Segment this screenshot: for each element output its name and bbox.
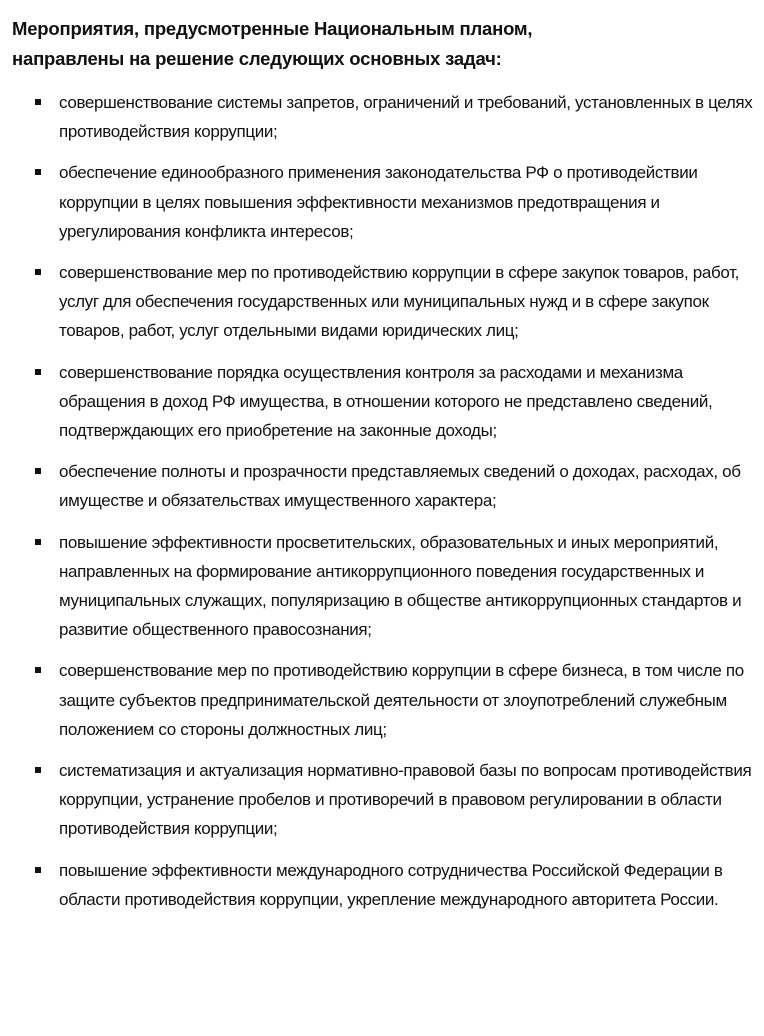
square-bullet-icon (35, 468, 41, 474)
list-item (0, 158, 764, 246)
square-bullet-icon (35, 269, 41, 275)
heading-line-1: Мероприятия, предусмотренные Национальным планом, (12, 18, 533, 39)
list-item-text: повышение эффективности просветительских, образовательных и иных мероприятий, направленных на формирование антикоррупционного поведения государственных и муниципальных служащих, популяризацию в обществе антикоррупционных стандартов и развитие общественного правосознания; (59, 532, 742, 640)
list-item (0, 656, 764, 744)
square-bullet-icon (35, 99, 41, 105)
list-item-text: совершенствование мер по противодействию коррупции в сфере бизнеса, в том числе по защите субъектов предпринимательской деятельности от злоупотреблений служебным положением со стороны должностных лиц; (59, 661, 744, 739)
list-item-text: повышение эффективности международного сотрудничества Российской Федерации в области противодействия коррупции, укрепление международного авторитета России. (59, 860, 723, 909)
list-item (0, 856, 764, 914)
list-item-text: обеспечение полноты и прозрачности представляемых сведений о доходах, расходах, об имуществе и обязательствах имущественного характера; (59, 462, 741, 511)
list-item (0, 88, 764, 146)
list-item (0, 358, 764, 446)
list-item-text: систематизация и актуализация нормативно-правовой базы по вопросам противодействия коррупции, устранение пробелов и противоречий в правовом регулировании в области противодействия коррупции; (59, 761, 752, 839)
square-bullet-icon (35, 539, 41, 545)
list-item (0, 258, 764, 346)
square-bullet-icon (35, 369, 41, 375)
square-bullet-icon (35, 169, 41, 175)
list-item-text: совершенствование системы запретов, ограничений и требований, установленных в целях противодействия коррупции; (59, 93, 753, 142)
list-item (0, 457, 764, 515)
list-item (0, 756, 764, 844)
square-bullet-icon (35, 767, 41, 773)
heading-line-2: направлены на решение следующих основных задач: (12, 48, 502, 69)
list-item-text: совершенствование мер по противодействию коррупции в сфере закупок товаров, работ, услуг для обеспечения государственных или муниципальных нужд и в сфере закупок товаров, работ, услуг отдельными видами юридических лиц; (59, 263, 739, 341)
list-item-text: обеспечение единообразного применения законодательства РФ о противодействии коррупции в целях повышения эффективности механизмов предотвращения и урегулирования конфликта интересов; (59, 163, 698, 241)
task-list (0, 88, 764, 926)
list-item (0, 528, 764, 645)
square-bullet-icon (35, 667, 41, 673)
square-bullet-icon (35, 867, 41, 873)
list-item-text: совершенствование порядка осуществления контроля за расходами и механизма обращения в доход РФ имущества, в отношении которого не представлено сведений, подтверждающих его приобретение на законные доходы; (59, 362, 713, 441)
page-heading (12, 14, 752, 74)
